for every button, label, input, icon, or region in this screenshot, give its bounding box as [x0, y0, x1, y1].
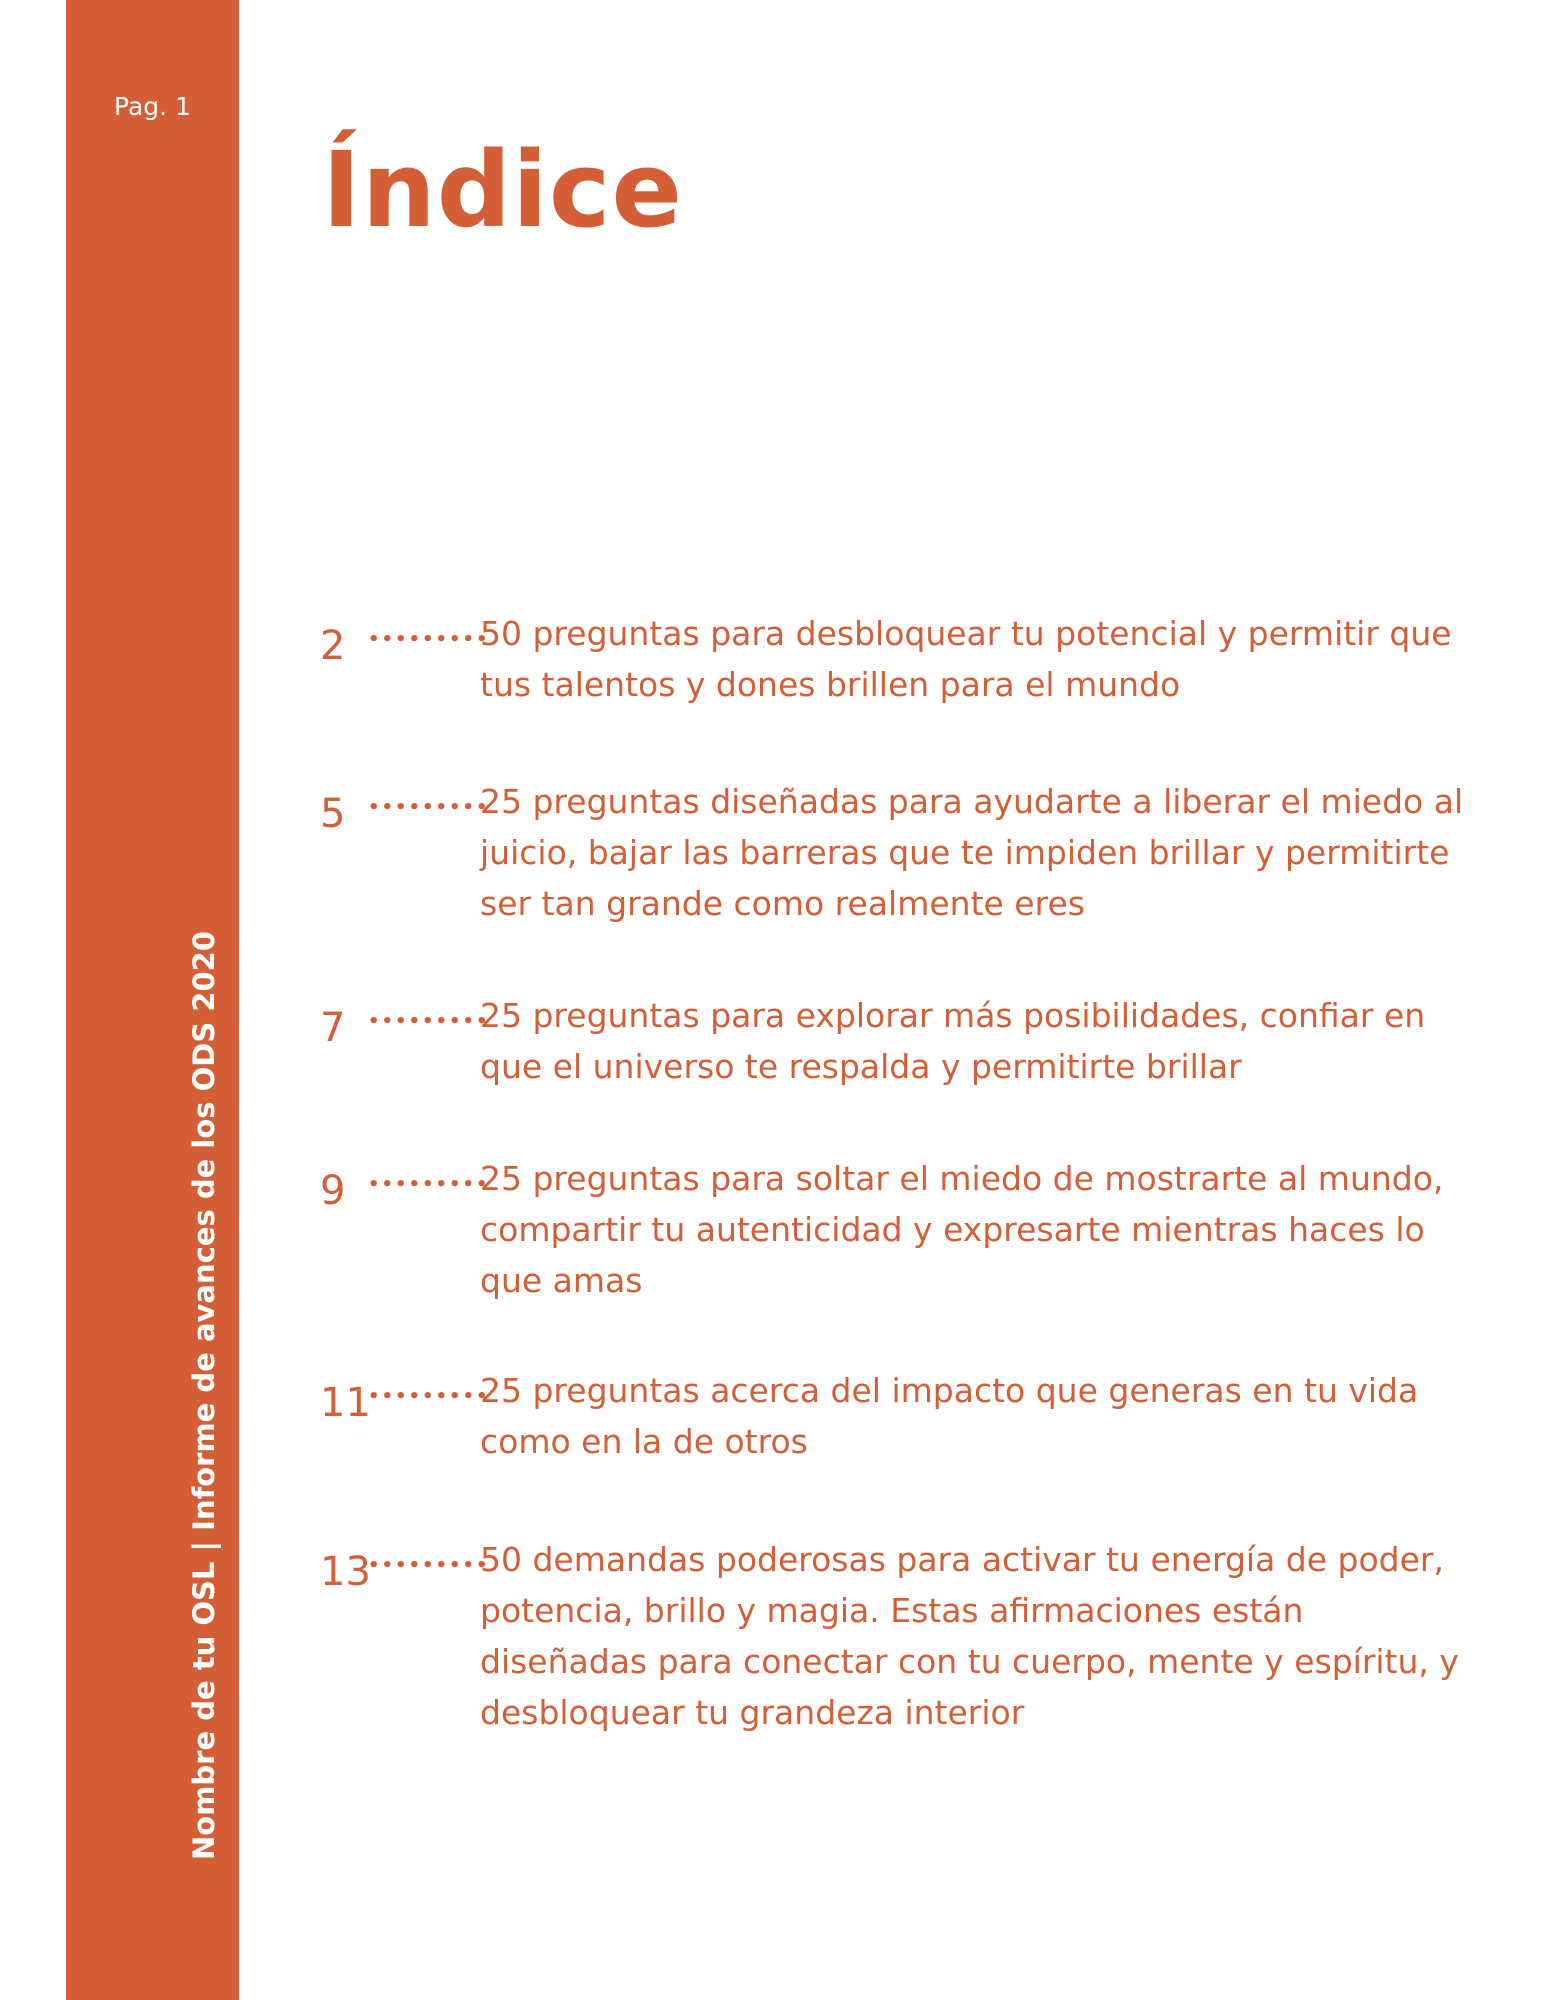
document-vertical-title: Nombre de tu OSL | Informe de avances de los ODS 2020 [187, 930, 221, 1860]
sidebar [66, 0, 239, 2000]
toc-page-number: 9 [320, 1168, 346, 1214]
toc-entry-text: 25 preguntas para explorar más posibilidades, confiar en que el universo te respalda y permitirte brillar [480, 996, 1426, 1086]
toc-entry-text: 25 preguntas diseñadas para ayudarte a liberar el miedo al juicio, bajar las barreras que te impiden brillar y permitirte ser tan grande como realmente eres [480, 782, 1464, 923]
toc-entry-text: 25 preguntas para soltar el miedo de mostrarte al mundo, compartir tu autenticidad y expresarte mientras haces lo que amas [480, 1159, 1444, 1300]
page-title: Índice [322, 129, 684, 251]
toc-entry-text: 50 preguntas para desbloquear tu potencial y permitir que tus talentos y dones brillen para el mundo [480, 614, 1452, 704]
toc-page-number: 11 [320, 1380, 371, 1426]
page-number-label: Pag. 1 [114, 92, 191, 121]
toc-dot-leader: ••••••••• [368, 629, 490, 650]
toc-entry-text: 50 demandas poderosas para activar tu energía de poder, potencia, brillo y magia. Estas afirmaciones están diseñadas para conectar con tu cuerpo, mente y espíritu, y desbloquear tu grandeza interior [480, 1540, 1459, 1732]
toc-page-number: 13 [320, 1549, 371, 1595]
toc-dot-leader: ••••••••• [368, 1555, 490, 1576]
toc-dot-leader: ••••••••• [368, 797, 490, 818]
toc-entry-text: 25 preguntas acerca del impacto que generas en tu vida como en la de otros [480, 1371, 1419, 1461]
toc-page-number: 7 [320, 1005, 346, 1051]
toc-dot-leader: ••••••••• [368, 1174, 490, 1195]
toc-page-number: 5 [320, 791, 346, 837]
toc-page-number: 2 [320, 623, 346, 669]
toc-dot-leader: ••••••••• [368, 1386, 490, 1407]
toc-dot-leader: ••••••••• [368, 1011, 490, 1032]
